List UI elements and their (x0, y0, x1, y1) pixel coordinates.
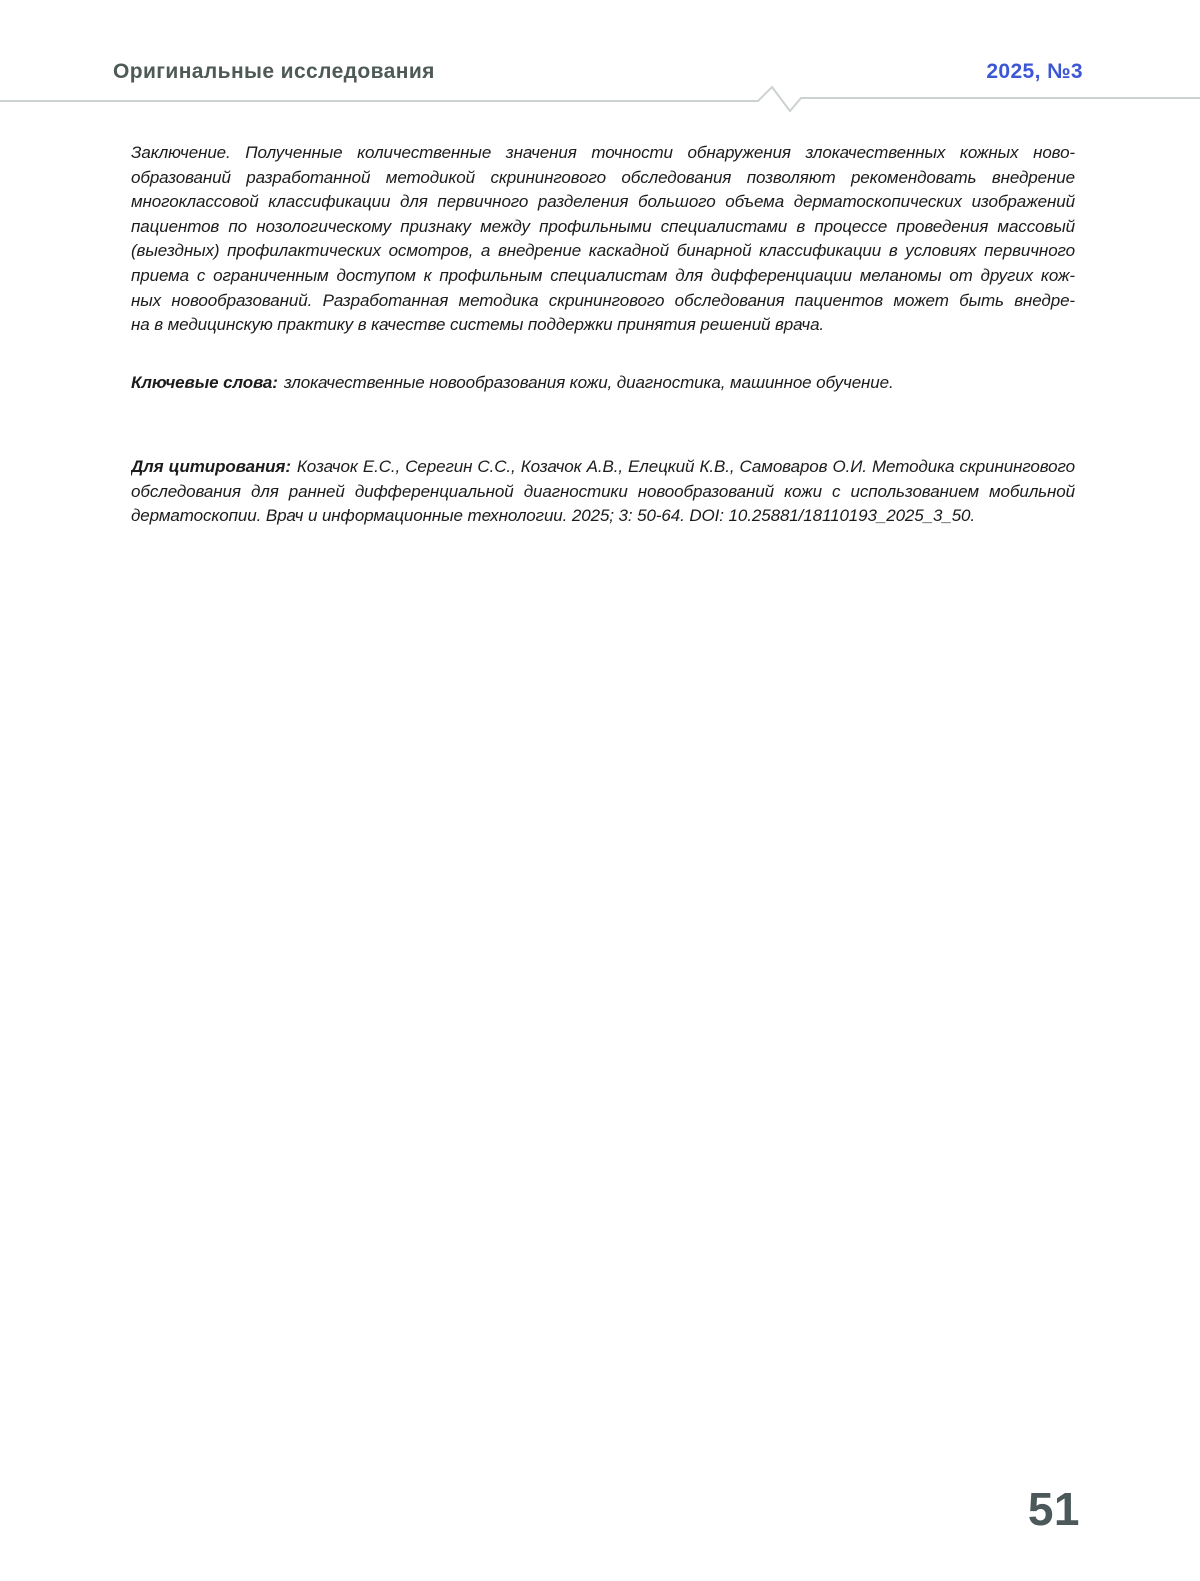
citation-authors: Козачок Е.С., Серегин С.С., Козачок А.В., Елецкий К.В., Самоваров О.И. Методика скринингового (296, 457, 1075, 476)
keywords-text: злокачественные новообразования кожи, диагностика, машинное обучение. (283, 373, 894, 392)
page-number: 51 (1027, 1483, 1080, 1535)
citation-block (131, 455, 1075, 529)
section-title: Оригинальные исследования (113, 60, 435, 83)
abstract-line: многоклассовой классификации для первичного разделения большого объема дерматоскопических изображений (131, 192, 1075, 212)
abstract-line: (выездных) профилактических осмотров, а внедрение каскадной бинарной классификации в условиях первичного (131, 241, 1075, 261)
abstract-line: пациентов по нозологическому признаку между профильными специалистами в процессе проведения массовый (131, 216, 1075, 236)
abstract-line: на в медицинскую практику в качестве системы поддержки принятия решений врача. (131, 315, 825, 335)
abstract-line: приема с ограниченным доступом к профильным специалистам для дифференциации меланомы от других кож- (131, 265, 1075, 285)
keywords-block (131, 371, 1075, 396)
abstract-line: ных новообразований. Разработанная методика скринингового обследования пациентов может быть внедре- (131, 290, 1075, 310)
citation-line: дерматоскопии. Врач и информационные технологии. 2025; 3: 50-64. DOI: 10.25881/18110193_2025_3_50. (131, 506, 976, 526)
keywords-line (131, 371, 1075, 396)
keywords-label: Ключевые слова: (131, 373, 278, 392)
abstract-line: Заключение. Полученные количественные значения точности обнаружения злокачественных кожных ново- (131, 143, 1075, 162)
citation-line: обследования для ранней дифференциальной диагностики новообразований кожи с использованием мобильной (131, 481, 1075, 501)
header-rule-ecg-zigzag (0, 84, 1200, 116)
citation-line (131, 455, 1075, 480)
abstract-conclusion-paragraph (131, 141, 1075, 338)
citation-label: Для цитирования: (131, 457, 291, 476)
abstract-line: образований разработанной методикой скринингового обследования позволяют рекомендовать внедрение (131, 167, 1075, 187)
issue-number: 2025, №3 (986, 60, 1083, 83)
